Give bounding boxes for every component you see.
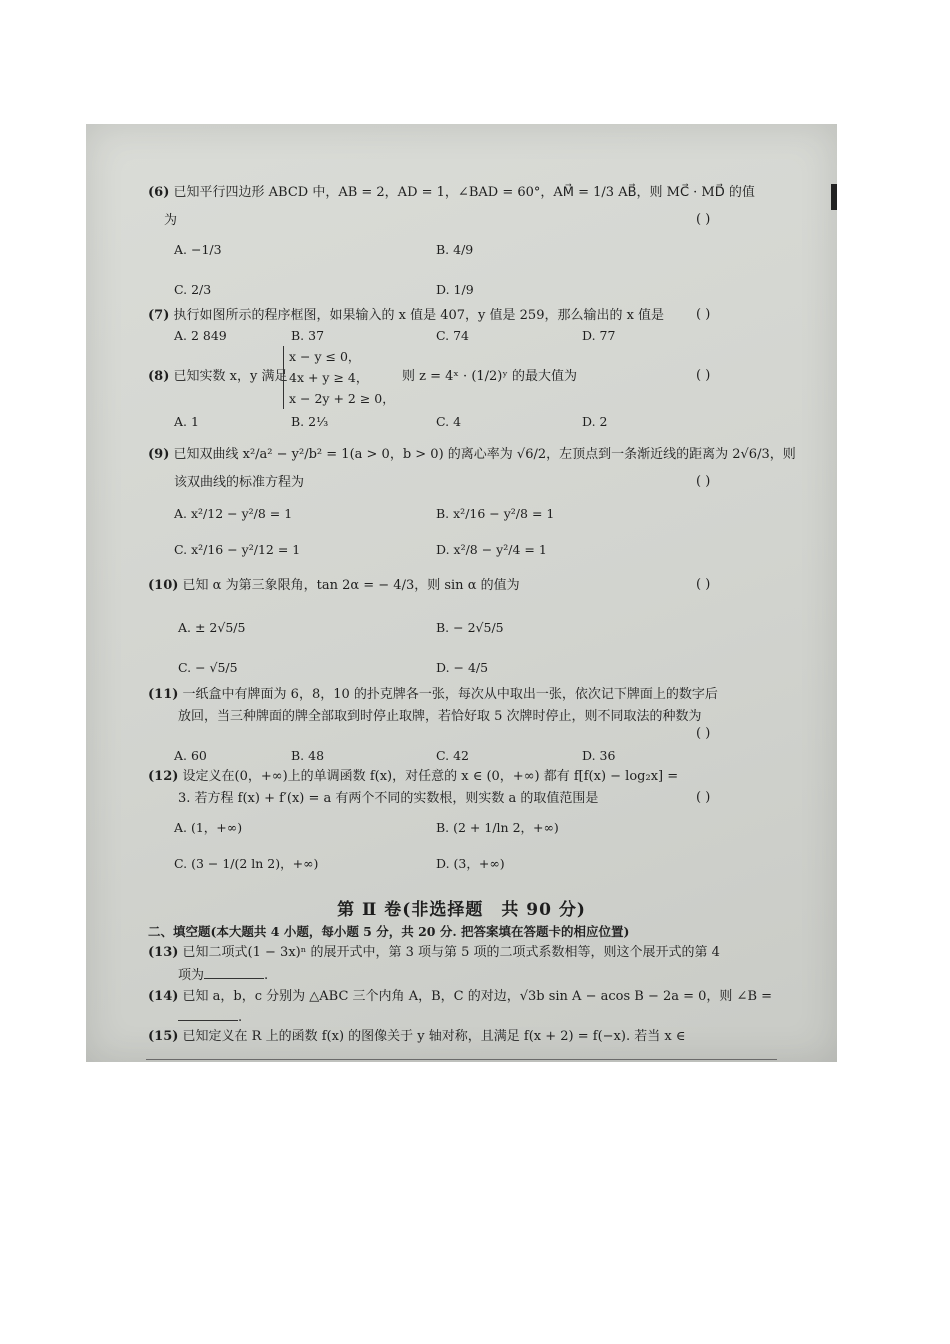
question-8: (8) 已知实数 x，y 满足 xyxy=(148,369,288,384)
q13-prefix: 项为 xyxy=(178,968,205,983)
q14-suffix: . xyxy=(238,1010,243,1025)
question-6: (6) 已知平行四边形 ABCD 中，AB = 2，AD = 1，∠BAD = 60°，AM⃗ = 1/3 AB⃗，则 MC⃗ · MD⃗ 的值 xyxy=(148,185,755,200)
constraint-3: x − 2y + 2 ≥ 0， xyxy=(289,391,395,406)
answer-bracket-6: ( ) xyxy=(696,212,711,227)
answer-bracket-9: ( ) xyxy=(696,474,711,489)
constraint-1: x − y ≤ 0， xyxy=(289,349,361,364)
answer-bracket-12: ( ) xyxy=(696,790,711,805)
q8-option-c: C. 4 xyxy=(436,414,462,429)
answer-bracket-10: ( ) xyxy=(696,577,711,592)
constraint-system xyxy=(283,346,395,409)
answer-bracket-8: ( ) xyxy=(696,368,711,383)
page-edge-mark xyxy=(831,184,837,210)
question-9: (9) 已知双曲线 x²/a² − y²/b² = 1(a > 0，b > 0) 的离心率为 √6/2，左顶点到一条渐近线的距离为 2√6/3，则 xyxy=(148,447,796,462)
question-15: (15) 已知定义在 R 上的函数 f(x) 的图像关于 y 轴对称，且满足 f(x + 2) = f(−x). 若当 x ∈ xyxy=(148,1029,686,1044)
q11-option-a: A. 60 xyxy=(174,748,207,763)
q7-option-c: C. 74 xyxy=(436,328,469,343)
q13-answer-blank xyxy=(204,966,264,979)
q9-option-a: A. x²/12 − y²/8 = 1 xyxy=(174,506,293,521)
q13-suffix: . xyxy=(264,968,269,983)
q7-option-d: D. 77 xyxy=(582,328,616,343)
q10-option-d: D. − 4/5 xyxy=(436,660,489,675)
q12-option-a: A. (1，+∞) xyxy=(174,820,243,835)
q6-option-b: B. 4/9 xyxy=(436,242,474,257)
q6-option-a: A. −1/3 xyxy=(174,242,222,257)
q11-option-d: D. 36 xyxy=(582,748,616,763)
fill-in-heading: 二、填空题(本大题共 4 小题，每小题 5 分，共 20 分. 把答案填在答题卡的相应位置) xyxy=(148,924,630,939)
question-14-continuation xyxy=(178,1008,242,1027)
q12-option-b: B. (2 + 1/ln 2，+∞) xyxy=(436,820,559,835)
answer-bracket-7: ( ) xyxy=(696,307,711,322)
q7-option-a: A. 2 849 xyxy=(174,328,227,343)
q10-option-b: B. − 2√5/5 xyxy=(436,620,504,635)
question-7: (7) 执行如图所示的程序框图，如果输入的 x 值是 407，y 值是 259，那么输出的 x 值是 xyxy=(148,308,665,323)
q14-answer-blank xyxy=(178,1008,238,1021)
q6-option-d: D. 1/9 xyxy=(436,282,474,297)
q10-option-a: A. ± 2√5/5 xyxy=(178,620,246,635)
question-8-tail: 则 z = 4ˣ · (1/2)ʸ 的最大值为 xyxy=(402,369,578,384)
question-9-continuation: 该双曲线的标准方程为 xyxy=(174,475,305,490)
q8-option-d: D. 2 xyxy=(582,414,608,429)
q10-option-c: C. − √5/5 xyxy=(178,660,238,675)
q9-option-b: B. x²/16 − y²/8 = 1 xyxy=(436,506,555,521)
question-11: (11) 一纸盒中有牌面为 6，8，10 的扑克牌各一张，每次从中取出一张，依次记下牌面上的数字后 xyxy=(148,687,718,702)
q12-option-c: C. (3 − 1/(2 ln 2)，+∞) xyxy=(174,856,319,871)
question-6-continuation: 为 xyxy=(164,213,178,228)
q11-option-b: B. 48 xyxy=(291,748,325,763)
question-10: (10) 已知 α 为第三象限角，tan 2α = − 4/3，则 sin α 的值为 xyxy=(148,578,520,593)
bottom-rule xyxy=(146,1059,777,1060)
answer-bracket-11: ( ) xyxy=(696,726,711,741)
q11-option-c: C. 42 xyxy=(436,748,469,763)
constraint-2: 4x + y ≥ 4， xyxy=(289,370,369,385)
q9-option-c: C. x²/16 − y²/12 = 1 xyxy=(174,542,301,557)
q12-option-d: D. (3，+∞) xyxy=(436,856,505,871)
q8-option-b: B. 2⅓ xyxy=(291,414,329,429)
q6-option-c: C. 2/3 xyxy=(174,282,212,297)
question-11-continuation: 放回，当三种牌面的牌全部取到时停止取牌，若恰好取 5 次牌时停止，则不同取法的种数为 xyxy=(178,709,702,724)
question-13-continuation xyxy=(178,966,268,985)
section-title: 第 Ⅱ 卷(非选择题 共 90 分) xyxy=(337,900,586,920)
question-13: (13) 已知二项式(1 − 3x)ⁿ 的展开式中，第 3 项与第 5 项的二项式系数相等，则这个展开式的第 4 xyxy=(148,945,720,960)
q9-option-d: D. x²/8 − y²/4 = 1 xyxy=(436,542,547,557)
question-12: (12) 设定义在(0，+∞)上的单调函数 f(x)，对任意的 x ∈ (0，+∞) 都有 f[f(x) − log₂x] = xyxy=(148,769,679,784)
q7-option-b: B. 37 xyxy=(291,328,325,343)
q8-option-a: A. 1 xyxy=(174,414,199,429)
question-14: (14) 已知 a，b，c 分别为 △ABC 三个内角 A，B，C 的对边，√3b sin A − acos B − 2a = 0，则 ∠B = xyxy=(148,989,773,1004)
scanned-exam-page xyxy=(86,124,837,1062)
question-12-continuation: 3. 若方程 f(x) + f′(x) = a 有两个不同的实数根，则实数 a 的取值范围是 xyxy=(178,791,599,806)
